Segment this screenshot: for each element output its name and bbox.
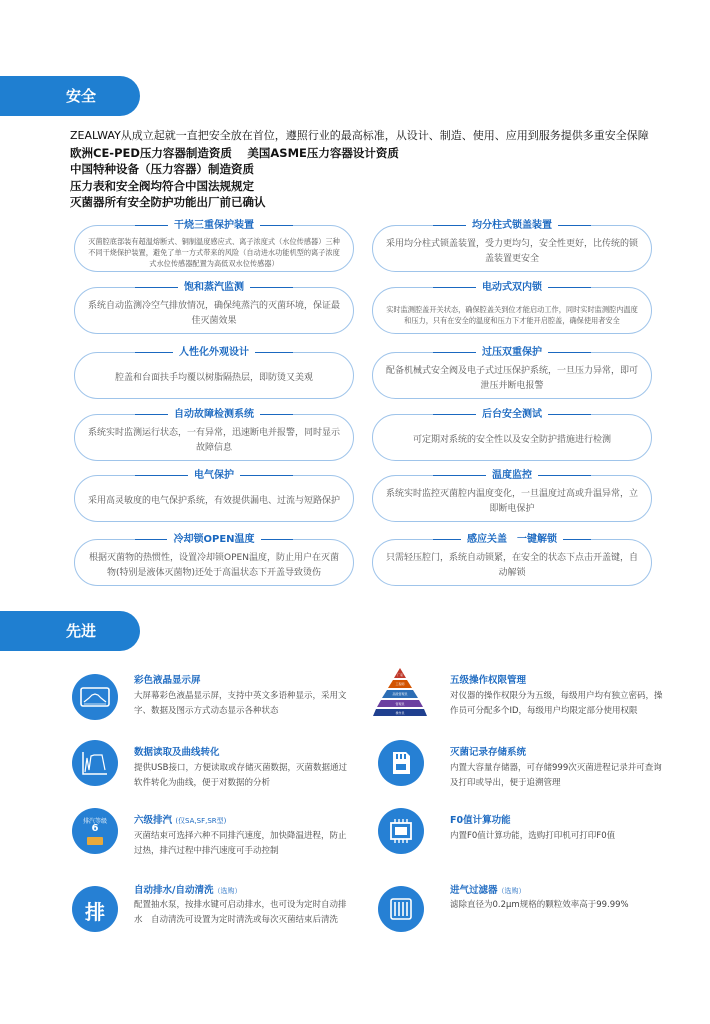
feature-title: 均分柱式锁盖装置: [466, 218, 558, 233]
feature-desc: 系统自动监测冷空气排放情况，确保纯蒸汽的灭菌环境，保证最佳灭菌效果: [87, 300, 340, 326]
advanced-title-text: 自动排水/自动清洗: [134, 885, 214, 896]
feature-desc: 腔盖和台面扶手均覆以树脂隔热层，即防烫又美观: [114, 373, 313, 383]
advanced-title: [134, 744, 220, 758]
advanced-title-text: 灭菌记录存储系统: [450, 747, 527, 758]
feature-desc: 配备机械式安全阀及电子式过压保护系统，一旦压力异常，即可泄压并断电报警: [385, 365, 638, 391]
drain-glyph: 排: [85, 900, 105, 924]
advanced-title: [134, 882, 241, 896]
feature-title: 感应关盖 一键解锁: [461, 532, 563, 547]
exhaust-badge-level: 6: [91, 823, 99, 834]
feature-card: [74, 346, 354, 399]
pyramid-label: 高级管理员: [392, 692, 408, 696]
pyramid-label: 操作员: [395, 711, 405, 715]
drain-icon: [72, 886, 118, 932]
filter-icon: [378, 886, 424, 932]
feature-card: [372, 346, 652, 399]
feature-desc: 只需轻压腔门，系统自动锁紧，在安全的状态下点击开盖键，自动解锁: [385, 552, 638, 578]
advanced-title: [134, 812, 226, 826]
advanced-desc: 提供USB接口，方便读取或存储灭菌数据，灭菌数据通过软件转化为曲线，便于对数据的分析: [134, 763, 347, 788]
intro-line: ZEALWAY从成立起就一直把安全放在首位，遵照行业的最高标准，从设计、制造、使用、应用到服务提供多重安全保障: [70, 129, 649, 142]
advanced-desc: 配置抽水泵，按排水键可启动排水，也可设为定时自动排水 自动清洗可设置为定时清洗或每次灭菌结束后清洗: [134, 900, 347, 925]
feature-title: 后台安全测试: [476, 407, 548, 422]
feature-card: [372, 281, 652, 334]
feature-title: 自动故障检测系统: [168, 407, 260, 422]
exhaust-level-icon: [72, 808, 118, 854]
feature-card: [74, 469, 354, 522]
advanced-title-text: F0值计算功能: [450, 815, 511, 826]
feature-desc: 采用均分柱式锁盖装置，受力更均匀，安全性更好，比传统的锁盖装置更安全: [385, 238, 638, 264]
feature-desc: 根据灭菌物的热惯性，设置冷却锁OPEN温度，防止用户在灭菌物(特别是液体灭菌物)还处于高温状态下开盖导致烫伤: [89, 552, 339, 578]
pyramid-label: 管理员: [395, 702, 405, 706]
feature-desc: 可定期对系统的安全性以及安全防护措施进行检测: [412, 435, 611, 445]
feature-desc: 系统实时监测运行状态，一有异常，迅速断电并报警，同时显示故障信息: [87, 427, 340, 453]
feature-title: 干烧三重保护装置: [168, 220, 260, 231]
advanced-desc: 灭菌结束可选择六种不同排汽速度，加快降温进程，防止过热，排汽过程中排汽速度可手动控制: [134, 831, 347, 856]
advanced-title-note: （选购）: [213, 887, 242, 895]
chip-icon: [378, 808, 424, 854]
advanced-title-text: 彩色液晶显示屏: [134, 675, 201, 686]
feature-title: 温度监控: [486, 468, 538, 483]
feature-desc: 采用高灵敏度的电气保护系统，有效提供漏电、过流与短路保护: [87, 496, 340, 506]
advanced-desc: 内置F0值计算功能，选购打印机可打印F0值: [450, 831, 616, 841]
permission-pyramid-icon: [372, 666, 428, 718]
feature-card: [372, 469, 652, 522]
feature-title: 冷却锁OPEN温度: [167, 532, 260, 547]
intro-line: 欧洲CE-PED压力容器制造资质 美国ASME压力容器设计资质: [70, 145, 399, 160]
intro-line: 压力表和安全阀均符合中国法规规定: [70, 178, 254, 193]
feature-card: [372, 533, 652, 586]
advanced-title: [450, 882, 526, 896]
feature-title: 人性化外观设计: [173, 345, 255, 360]
feature-title: 过压双重保护: [476, 345, 548, 360]
advanced-title-text: 进气过滤器: [450, 885, 498, 896]
section-tab-advanced: 先进: [0, 611, 140, 651]
advanced-title: [450, 744, 526, 758]
feature-title: 电气保护: [188, 468, 240, 483]
pyramid-label: 厂家: [396, 673, 404, 677]
feature-desc: 实时监测腔盖开关状态，确保腔盖关到位才能启动工作，同时实时监测腔内温度和压力，只有在安全的温度和压力下才能开启腔盖，确保使用者安全: [386, 304, 638, 325]
advanced-title: [450, 812, 511, 826]
pyramid-label: 工程师: [395, 682, 405, 686]
sd-card-icon: [378, 740, 424, 786]
advanced-title-text: 数据读取及曲线转化: [134, 747, 220, 758]
safety-intro: [70, 128, 649, 211]
lcd-display-icon: [72, 674, 118, 720]
feature-desc: 系统实时监控灭菌腔内温度变化，一旦温度过高或升温异常，立即断电保护: [385, 488, 638, 514]
feature-title: 饱和蒸汽监测: [178, 280, 250, 295]
advanced-title-text: 六级排汽: [134, 815, 173, 826]
section-tab-safety: 安全: [0, 76, 140, 116]
advanced-desc: 内置大容量存储器，可存储999次灭菌进程记录并可查询及打印或导出，便于追溯管理: [450, 763, 662, 788]
advanced-desc: 对仪器的操作权限分为五级，每级用户均有独立密码，操作员可分配多个ID，每级用户均限定部分使用权限: [450, 691, 663, 716]
advanced-title-text: 五级操作权限管理: [450, 675, 527, 686]
advanced-title: [450, 672, 526, 686]
curve-chart-icon: [72, 740, 118, 786]
feature-card: [74, 533, 354, 586]
advanced-desc: 滤除直径为0.2μm规格的颗粒效率高于99.99%: [450, 900, 629, 910]
feature-card: [74, 219, 354, 272]
feature-card: [74, 408, 354, 461]
feature-card: [74, 281, 354, 334]
intro-line: 中国特种设备（压力容器）制造资质: [70, 162, 254, 176]
feature-title: 电动式双内锁: [476, 282, 548, 293]
advanced-title-note: (仅SA,SF,SR型): [175, 817, 227, 825]
advanced-title: [134, 672, 201, 686]
exhaust-badge-label: 排汽等级: [82, 818, 107, 825]
exhaust-knob: [87, 837, 103, 845]
feature-desc: 灭菌腔底部装有超温熔断式、铜制温度感应式、离子浓度式（水位传感器）三种不同干烧保护装置，避免了单一方式带来的风险（自动进水功能机型的离子浓度式水位传感器配置为高低双水位传感器）: [88, 237, 340, 268]
intro-line: 灭菌器所有安全防护功能出厂前已确认: [70, 195, 266, 209]
feature-card: [372, 408, 652, 461]
feature-card: [372, 219, 652, 272]
advanced-title-note: （选购）: [497, 887, 526, 895]
advanced-desc: 大屏幕彩色液晶显示屏，支持中英文多语种显示，采用文字、数据及图示方式动态显示各种状态: [134, 691, 347, 716]
